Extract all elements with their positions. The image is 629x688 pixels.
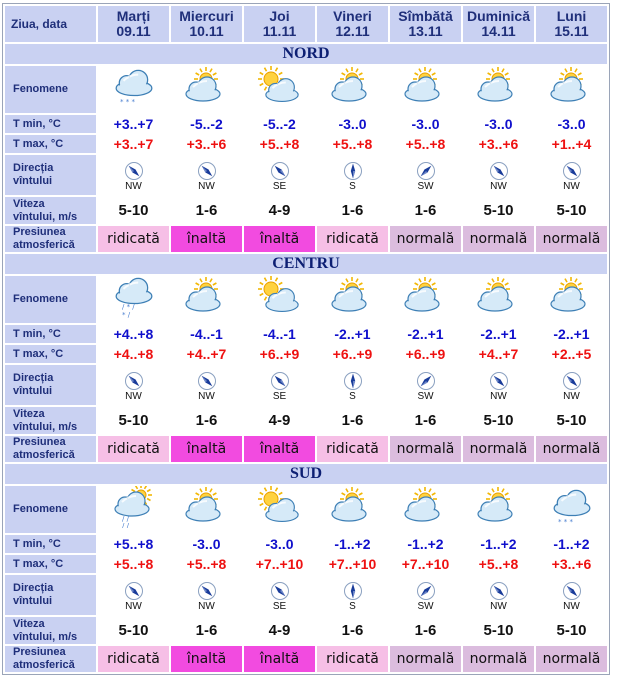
day-name: Vineri — [333, 8, 372, 24]
wind-direction-label: SW — [417, 600, 434, 612]
wind-direction-label: S — [349, 180, 356, 192]
pressure-value: înaltă — [171, 226, 242, 252]
day-date: 11.11 — [262, 23, 297, 39]
compass-icon — [98, 371, 169, 392]
tmax-value: +4..+8 — [98, 345, 169, 363]
day-header — [536, 6, 607, 42]
pressure-row — [5, 646, 607, 672]
wind-direction-label: NW — [490, 390, 507, 402]
tmin-value: -2..+1 — [390, 325, 461, 343]
partly-cloudy-icon — [317, 276, 388, 323]
compass-icon — [98, 581, 169, 602]
tmax-value: +4..+7 — [171, 345, 242, 363]
wind-speed-value: 4-9 — [244, 197, 315, 224]
compass-icon — [390, 581, 461, 602]
wind-speed-value: 5-10 — [98, 617, 169, 644]
svg-text:* * *: * * * — [119, 98, 135, 106]
partly-cloudy-icon — [171, 276, 242, 323]
tmin-value: -3..0 — [171, 535, 242, 553]
pressure-value: înaltă — [244, 436, 315, 462]
compass-icon — [463, 161, 534, 182]
compass-icon — [244, 161, 315, 182]
tmin-value: -2..+1 — [463, 325, 534, 343]
wind-speed-value: 5-10 — [463, 617, 534, 644]
wind-speed-value: 1-6 — [390, 617, 461, 644]
pressure-value: normală — [463, 226, 534, 252]
row-label — [5, 365, 96, 405]
day-date: 10.11 — [189, 23, 224, 39]
compass-icon — [244, 581, 315, 602]
wind-speed-row — [5, 407, 607, 434]
row-label-text: vîntului — [13, 175, 53, 187]
wind-speed-value: 4-9 — [244, 617, 315, 644]
tmax-value: +5..+8 — [98, 555, 169, 573]
tmin-value: +4..+8 — [98, 325, 169, 343]
partly-cloudy-icon — [171, 486, 242, 533]
tmin-value: -3..0 — [244, 535, 315, 553]
tmax-value: +5..+8 — [317, 135, 388, 153]
tmax-value: +7..+10 — [390, 555, 461, 573]
compass-icon — [463, 581, 534, 602]
compass-icon — [536, 371, 607, 392]
wind-direction-cell — [317, 365, 388, 405]
partly-cloudy-icon — [317, 66, 388, 113]
svg-text:/ /: / / — [121, 522, 129, 528]
sun-cloud-icon — [244, 66, 315, 113]
wind-direction-label: S — [349, 600, 356, 612]
wind-direction-cell — [244, 365, 315, 405]
region-header-row — [5, 44, 607, 64]
compass-icon — [171, 371, 242, 392]
row-label — [5, 197, 96, 224]
region-title: CENTRU — [5, 254, 607, 274]
day-name: Luni — [556, 8, 587, 24]
partly-cloudy-icon — [463, 276, 534, 323]
wind-direction-cell — [171, 155, 242, 195]
pressure-row — [5, 226, 607, 252]
row-label-text: atmosferică — [13, 659, 75, 671]
row-label-text: Direcția — [13, 582, 54, 594]
wind-speed-value: 5-10 — [536, 407, 607, 434]
region-title: SUD — [5, 464, 607, 484]
compass-icon — [317, 581, 388, 602]
compass-icon — [536, 161, 607, 182]
svg-text:/ * /: / * / — [121, 303, 135, 311]
pressure-value: ridicată — [98, 226, 169, 252]
row-label-text: atmosferică — [13, 239, 75, 251]
partly-cloudy-icon — [463, 66, 534, 113]
wind-direction-cell — [390, 365, 461, 405]
row-label-text: vîntului, m/s — [13, 420, 78, 433]
row-label-text: T max, °C — [13, 137, 64, 150]
tmax-value: +6..+9 — [317, 345, 388, 363]
tmin-value: -5..-2 — [171, 115, 242, 133]
tmax-row — [5, 135, 607, 153]
wind-direction-cell — [536, 155, 607, 195]
forecast-table — [2, 3, 610, 675]
tmax-value: +3..+6 — [463, 135, 534, 153]
wind-speed-value: 1-6 — [390, 197, 461, 224]
pressure-value: normală — [390, 646, 461, 672]
tmin-value: +5..+8 — [98, 535, 169, 553]
tmax-value: +4..+7 — [463, 345, 534, 363]
tmax-value: +7..+10 — [244, 555, 315, 573]
day-header — [317, 6, 388, 42]
pressure-value: normală — [536, 226, 607, 252]
wind-direction-cell — [463, 575, 534, 615]
region-header-row — [5, 464, 607, 484]
phenomena-row — [5, 486, 607, 533]
pressure-value: ridicată — [317, 226, 388, 252]
tmin-row — [5, 535, 607, 553]
compass-icon — [390, 161, 461, 182]
pressure-value: înaltă — [244, 226, 315, 252]
header-row — [5, 6, 607, 42]
wind-direction-cell — [536, 365, 607, 405]
compass-icon — [317, 161, 388, 182]
wind-speed-value: 5-10 — [98, 407, 169, 434]
sun-cloud-icon — [244, 276, 315, 323]
tmin-value: -3..0 — [317, 115, 388, 133]
phenomena-row — [5, 66, 607, 113]
row-label — [5, 325, 96, 343]
row-label-text: Viteza — [13, 617, 45, 630]
day-header — [98, 6, 169, 42]
wind-direction-cell — [98, 155, 169, 195]
pressure-row — [5, 436, 607, 462]
row-label-text: Presiunea — [13, 436, 66, 448]
wind-speed-value: 5-10 — [536, 617, 607, 644]
wind-speed-value: 1-6 — [317, 407, 388, 434]
forecast-container — [2, 3, 610, 675]
row-label — [5, 135, 96, 153]
pressure-value: ridicată — [98, 436, 169, 462]
tmin-value: -2..+1 — [317, 325, 388, 343]
day-header — [390, 6, 461, 42]
wind-speed-value: 5-10 — [98, 197, 169, 224]
partly-cloudy-icon — [317, 486, 388, 533]
row-label-text: T max, °C — [13, 557, 64, 570]
tmax-value: +5..+8 — [390, 135, 461, 153]
row-label-text: T min, °C — [13, 537, 61, 550]
wind-direction-cell — [317, 575, 388, 615]
day-date: 15.11 — [554, 23, 589, 39]
wind-speed-value: 1-6 — [171, 617, 242, 644]
svg-text:* * *: * * * — [557, 518, 573, 526]
wind-direction-label: NW — [125, 180, 142, 192]
tmax-value: +7..+10 — [317, 555, 388, 573]
row-label — [5, 575, 96, 615]
tmax-row — [5, 555, 607, 573]
row-label-text: vîntului, m/s — [13, 210, 78, 223]
phenomena-row — [5, 276, 607, 323]
day-header — [171, 6, 242, 42]
tmin-row — [5, 115, 607, 133]
pressure-value: normală — [536, 436, 607, 462]
header-label: Ziua, data — [5, 6, 96, 42]
wind-direction-cell — [244, 575, 315, 615]
partly-cloudy-icon — [390, 66, 461, 113]
row-label-text: Fenomene — [13, 83, 69, 95]
tmax-row — [5, 345, 607, 363]
row-label — [5, 226, 96, 252]
compass-icon — [171, 161, 242, 182]
pressure-value: normală — [536, 646, 607, 672]
tmin-value: -4..-1 — [171, 325, 242, 343]
pressure-value: ridicată — [317, 436, 388, 462]
wind-direction-label: NW — [125, 390, 142, 402]
tmax-value: +3..+6 — [171, 135, 242, 153]
wind-direction-cell — [536, 575, 607, 615]
cloud-snow-icon — [98, 66, 169, 113]
tmin-value: -5..-2 — [244, 115, 315, 133]
row-label — [5, 555, 96, 573]
partly-cloudy-icon — [536, 66, 607, 113]
compass-icon — [244, 371, 315, 392]
row-label — [5, 66, 96, 113]
wind-direction-row — [5, 365, 607, 405]
wind-direction-label: NW — [198, 390, 215, 402]
wind-direction-row — [5, 575, 607, 615]
row-label — [5, 486, 96, 533]
day-name: Sîmbătă — [398, 8, 453, 24]
wind-direction-cell — [98, 365, 169, 405]
tmax-value: +3..+6 — [536, 555, 607, 573]
wind-direction-label: NW — [490, 180, 507, 192]
partly-cloudy-icon — [390, 276, 461, 323]
row-label-text: T min, °C — [13, 327, 61, 340]
wind-speed-value: 4-9 — [244, 407, 315, 434]
pressure-value: normală — [463, 646, 534, 672]
tmin-value: -1..+2 — [317, 535, 388, 553]
compass-icon — [98, 161, 169, 182]
tmin-value: -2..+1 — [536, 325, 607, 343]
svg-text:* /: * / — [121, 311, 130, 318]
wind-direction-cell — [317, 155, 388, 195]
wind-speed-value: 5-10 — [536, 197, 607, 224]
wind-direction-cell — [463, 155, 534, 195]
wind-speed-value: 5-10 — [463, 197, 534, 224]
wind-direction-cell — [463, 365, 534, 405]
wind-direction-cell — [244, 155, 315, 195]
compass-icon — [463, 371, 534, 392]
wind-direction-label: NW — [563, 180, 580, 192]
day-date: 14.11 — [481, 23, 516, 39]
pressure-value: ridicată — [317, 646, 388, 672]
row-label-text: Viteza — [13, 407, 45, 420]
sun-cloud-rain-icon — [98, 486, 169, 533]
wind-direction-label: NW — [563, 600, 580, 612]
wind-direction-cell — [171, 365, 242, 405]
wind-direction-label: NW — [198, 600, 215, 612]
tmax-value: +6..+9 — [244, 345, 315, 363]
day-header — [463, 6, 534, 42]
row-label — [5, 155, 96, 195]
wind-speed-row — [5, 197, 607, 224]
day-date: 12.11 — [335, 23, 370, 39]
tmax-value: +5..+8 — [171, 555, 242, 573]
row-label — [5, 646, 96, 672]
day-name: Duminică — [466, 8, 530, 24]
wind-direction-cell — [171, 575, 242, 615]
day-name: Joi — [269, 8, 290, 24]
compass-icon — [171, 581, 242, 602]
wind-direction-label: NW — [563, 390, 580, 402]
row-label — [5, 535, 96, 553]
tmin-value: -1..+2 — [390, 535, 461, 553]
pressure-value: înaltă — [171, 646, 242, 672]
tmin-value: -3..0 — [536, 115, 607, 133]
day-date: 13.11 — [408, 23, 443, 39]
wind-speed-value: 1-6 — [171, 407, 242, 434]
wind-direction-label: NW — [490, 600, 507, 612]
partly-cloudy-icon — [171, 66, 242, 113]
row-label — [5, 436, 96, 462]
row-label-text: Direcția — [13, 162, 54, 174]
cloud-snow-rain-icon — [98, 276, 169, 323]
day-name: Marți — [116, 8, 151, 24]
wind-direction-label: SE — [272, 390, 287, 402]
row-label-text: T min, °C — [13, 117, 61, 130]
region-title: NORD — [5, 44, 607, 64]
compass-icon — [390, 371, 461, 392]
row-label-text: Presiunea — [13, 226, 66, 238]
tmax-value: +3..+7 — [98, 135, 169, 153]
wind-direction-cell — [390, 575, 461, 615]
cloud-snow-icon — [536, 486, 607, 533]
tmin-value: -4..-1 — [244, 325, 315, 343]
wind-direction-label: SW — [417, 390, 434, 402]
wind-direction-label: NW — [125, 600, 142, 612]
wind-direction-cell — [390, 155, 461, 195]
row-label-text: vîntului — [13, 385, 53, 397]
row-label-text: vîntului — [13, 595, 53, 607]
row-label — [5, 407, 96, 434]
row-label-text: T max, °C — [13, 347, 64, 360]
compass-icon — [317, 371, 388, 392]
wind-speed-value: 5-10 — [463, 407, 534, 434]
wind-speed-value: 1-6 — [390, 407, 461, 434]
pressure-value: înaltă — [171, 436, 242, 462]
tmax-value: +5..+8 — [244, 135, 315, 153]
pressure-value: ridicată — [98, 646, 169, 672]
partly-cloudy-icon — [463, 486, 534, 533]
row-label-text: Fenomene — [13, 503, 69, 515]
wind-speed-value: 1-6 — [317, 617, 388, 644]
region-header-row — [5, 254, 607, 274]
day-name: Miercuri — [179, 8, 234, 24]
partly-cloudy-icon — [390, 486, 461, 533]
day-date: 09.11 — [116, 23, 151, 39]
tmin-value: -1..+2 — [536, 535, 607, 553]
row-label-text: vîntului, m/s — [13, 630, 78, 643]
tmin-value: -1..+2 — [463, 535, 534, 553]
row-label-text: Direcția — [13, 372, 54, 384]
tmax-value: +1..+4 — [536, 135, 607, 153]
partly-cloudy-icon — [536, 276, 607, 323]
wind-direction-label: SE — [272, 180, 287, 192]
row-label — [5, 115, 96, 133]
pressure-value: normală — [463, 436, 534, 462]
pressure-value: înaltă — [244, 646, 315, 672]
svg-text:/ /: / / — [121, 515, 129, 523]
row-label — [5, 345, 96, 363]
wind-speed-row — [5, 617, 607, 644]
sun-cloud-icon — [244, 486, 315, 533]
row-label-text: Viteza — [13, 197, 45, 210]
wind-speed-value: 1-6 — [171, 197, 242, 224]
tmax-value: +2..+5 — [536, 345, 607, 363]
tmax-value: +5..+8 — [463, 555, 534, 573]
wind-direction-label: S — [349, 390, 356, 402]
wind-direction-label: SE — [272, 600, 287, 612]
compass-icon — [536, 581, 607, 602]
row-label — [5, 617, 96, 644]
wind-speed-value: 1-6 — [317, 197, 388, 224]
row-label — [5, 276, 96, 323]
tmin-value: -3..0 — [463, 115, 534, 133]
row-label-text: Fenomene — [13, 293, 69, 305]
wind-direction-label: NW — [198, 180, 215, 192]
row-label-text: atmosferică — [13, 449, 75, 461]
wind-direction-row — [5, 155, 607, 195]
day-header — [244, 6, 315, 42]
pressure-value: normală — [390, 226, 461, 252]
tmin-row — [5, 325, 607, 343]
tmin-value: -3..0 — [390, 115, 461, 133]
wind-direction-label: SW — [417, 180, 434, 192]
tmax-value: +6..+9 — [390, 345, 461, 363]
pressure-value: normală — [390, 436, 461, 462]
row-label-text: Presiunea — [13, 646, 66, 658]
tmin-value: +3..+7 — [98, 115, 169, 133]
wind-direction-cell — [98, 575, 169, 615]
